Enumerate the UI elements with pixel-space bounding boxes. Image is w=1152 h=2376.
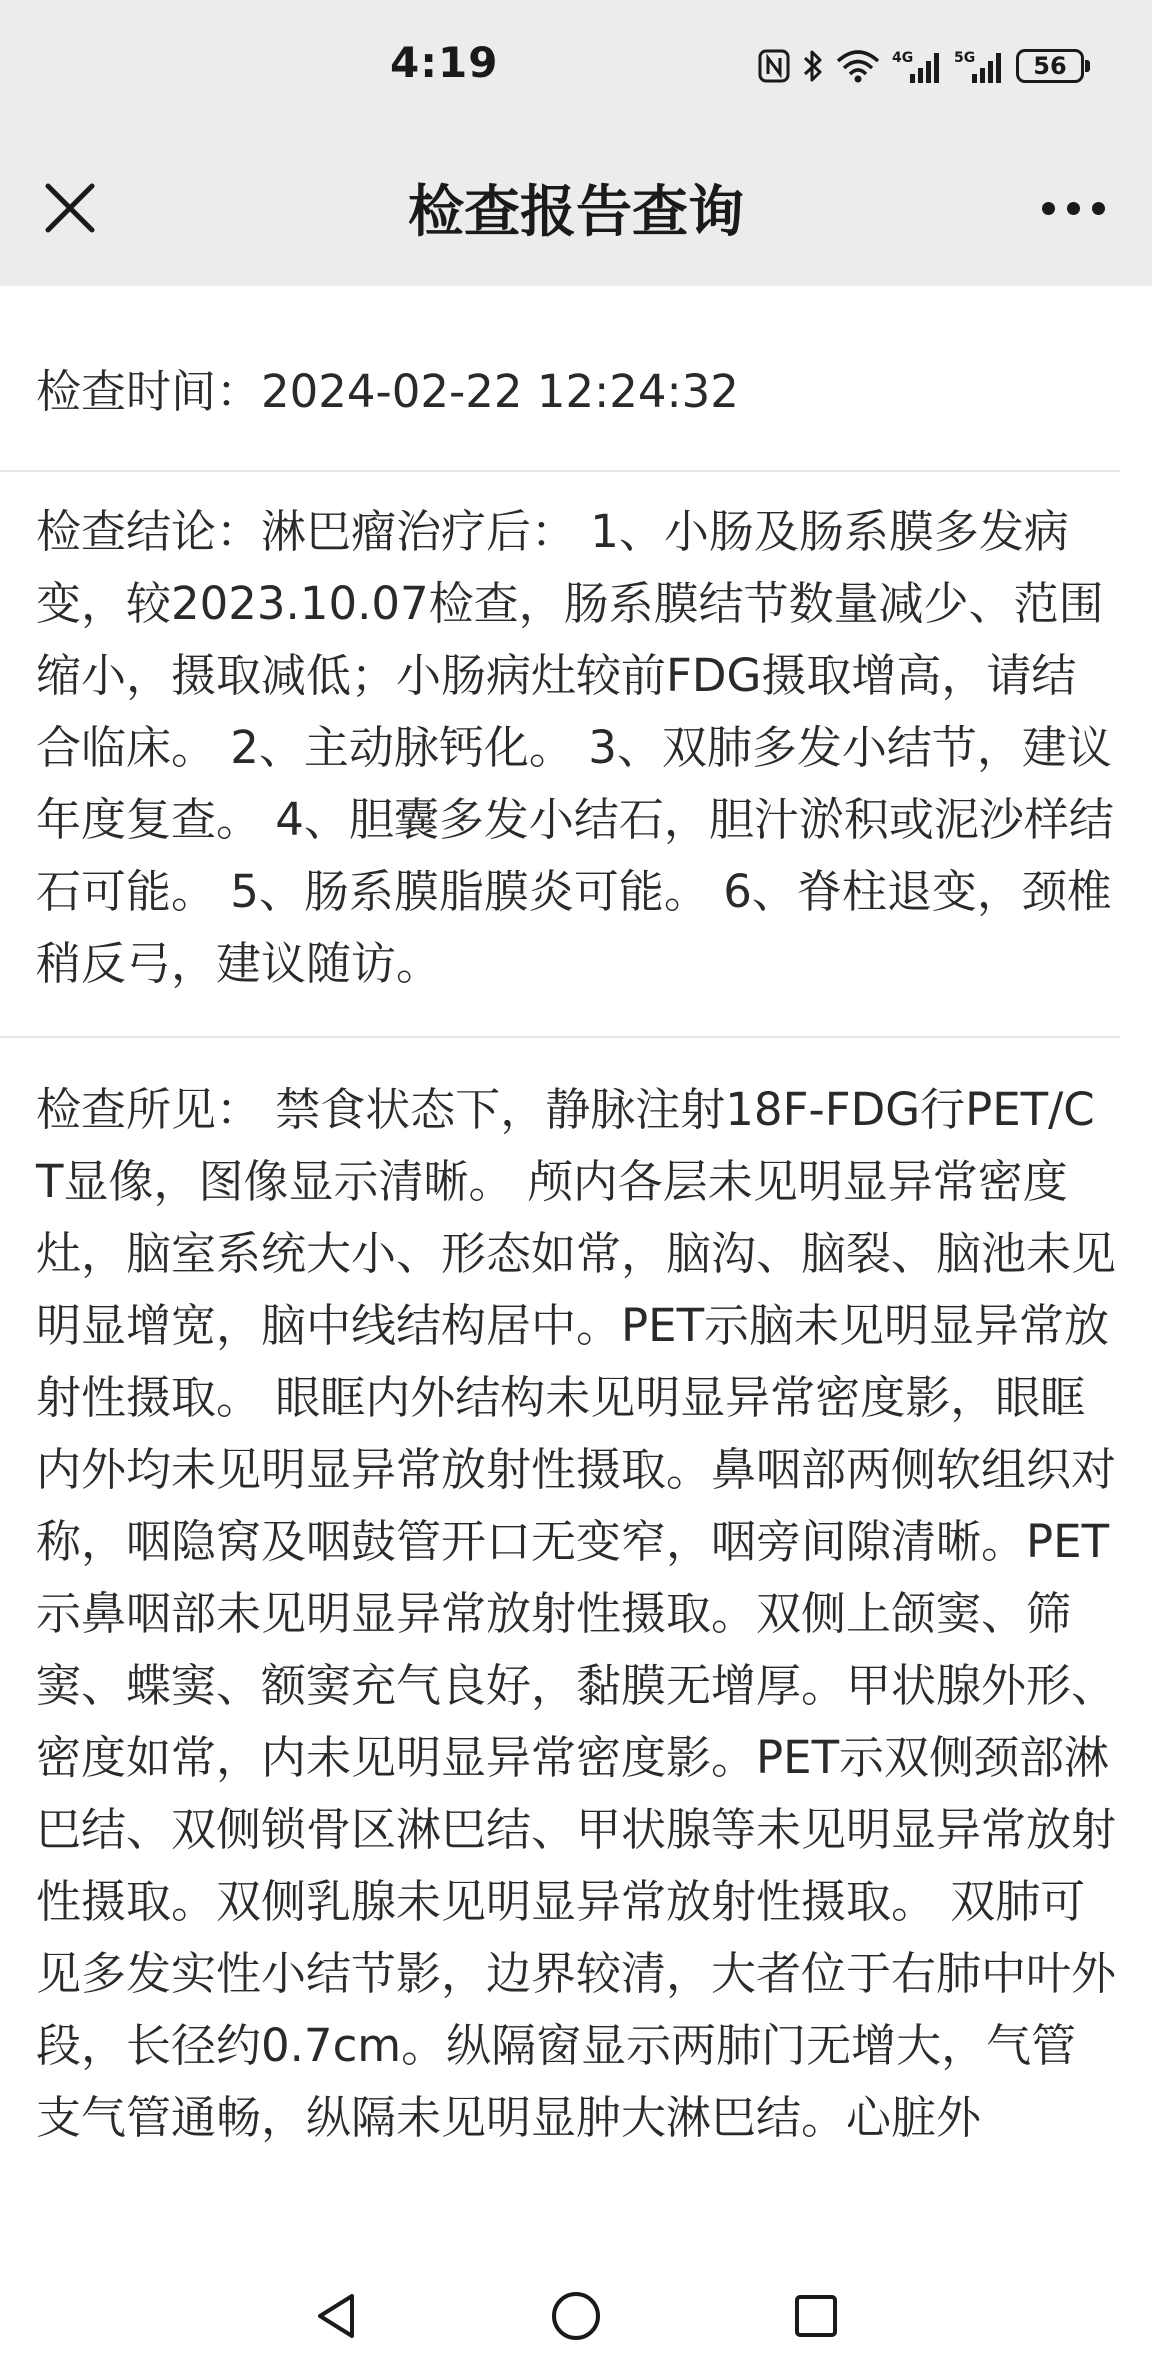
back-icon xyxy=(314,2292,358,2340)
battery-level: 56 xyxy=(1033,52,1067,80)
status-time: 4:19 xyxy=(390,38,499,87)
home-button[interactable] xyxy=(536,2276,616,2356)
svg-text:5G: 5G xyxy=(954,50,976,66)
more-icon-dot xyxy=(1067,202,1080,215)
nfc-icon xyxy=(758,49,790,83)
home-icon xyxy=(550,2290,602,2342)
exam-time-section xyxy=(0,286,1120,472)
findings-section xyxy=(0,1038,1120,2154)
app-bar xyxy=(0,136,1152,286)
conclusion-section xyxy=(0,472,1120,1038)
back-button[interactable] xyxy=(296,2276,376,2356)
exam-time: 检查时间：2024-02-22 12:24:32 xyxy=(36,365,739,418)
bluetooth-icon xyxy=(802,48,824,84)
more-button[interactable] xyxy=(1028,176,1118,240)
report-content[interactable] xyxy=(0,286,1120,2154)
navigation-bar xyxy=(0,2256,1152,2376)
status-bar xyxy=(0,0,1152,136)
status-icons xyxy=(758,46,1084,86)
4g-signal-icon xyxy=(892,48,942,84)
battery-icon xyxy=(1016,49,1084,83)
more-icon-dot xyxy=(1092,202,1105,215)
exam-findings: 检查所见： 禁食状态下，静脉注射18F-FDG行PET/CT显像，图像显示清晰。 颅内各层未见明显异常密度灶，脑室系统大小、形态如常，脑沟、脑裂、脑池未见明显增宽，脑中线结构居中。PET示脑未见明显异常放射性摄取。 眼眶内外结构未见明显异常密度影，眼眶内外均未见明显异常放射性摄取。鼻咽部两侧软组织对称，咽隐窝及咽鼓管开口无变窄，咽旁间隙清晰。PET示鼻咽部未见明显异常放射性摄取。双侧上颌窦、筛窦、蝶窦、额窦充气良好，黏膜无增厚。甲状腺外形、密度如常，内未见明显异常密度影。PET示双侧颈部淋巴结、双侧锁骨区淋巴结、甲状腺等未见明显异常放射性摄取。双侧乳腺未见明显异常放射性摄取。 双肺可见多发实性小结节影，边界较清，大者位于右肺中叶外段，长径约0.7cm。纵隔窗显示两肺门无增大，气管支气管通畅，纵隔未见明显肿大淋巴结。心脏外 xyxy=(36,1083,1117,2144)
recents-icon xyxy=(793,2293,839,2339)
wifi-icon xyxy=(836,49,880,83)
page-title: 检查报告查询 xyxy=(408,180,744,245)
more-icon xyxy=(1042,202,1055,215)
exam-conclusion: 检查结论：淋巴瘤治疗后： 1、小肠及肠系膜多发病变，较2023.10.07检查，肠系膜结节数量减少、范围缩小，摄取减低；小肠病灶较前FDG摄取增高，请结合临床。 2、主动脉钙化。 3、双肺多发小结节，建议年度复查。 4、胆囊多发小结石，胆汁淤积或泥沙样结石可能。 5、肠系膜脂膜炎可能。 6、脊柱退变，颈椎稍反弓，建议随访。 xyxy=(36,505,1114,990)
recents-button[interactable] xyxy=(776,2276,856,2356)
svg-text:4G: 4G xyxy=(892,50,914,66)
5g-signal-icon xyxy=(954,48,1004,84)
